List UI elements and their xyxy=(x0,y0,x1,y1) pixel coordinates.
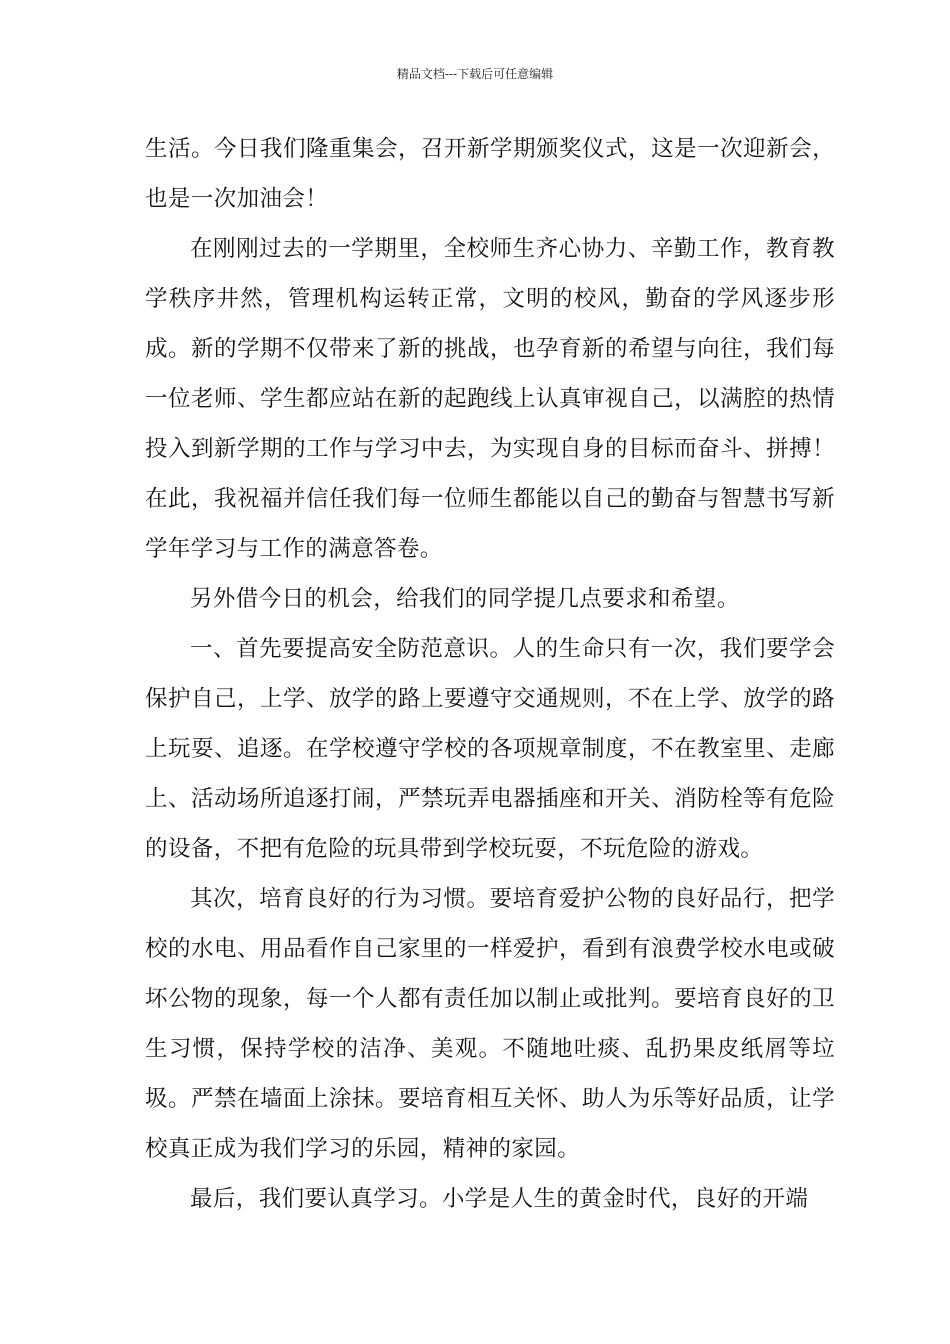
document-body xyxy=(145,124,835,1224)
paragraph-2: 在刚刚过去的一学期里，全校师生齐心协力、辛勤工作，教育教学秩序井然，管理机构运转正常，文明的校风，勤奋的学风逐步形成。新的学期不仅带来了新的挑战，也孕育新的希望与向往，我们每一位老师、学生都应站在新的起跑线上认真审视自己，以满腔的热情投入到新学期的工作与学习中去，为实现自身的目标而奋斗、拼搏！在此，我祝福并信任我们每一位师生都能以自己的勤奋与智慧书写新学年学习与工作的满意答卷。 xyxy=(145,236,835,562)
paragraph-3: 另外借今日的机会，给我们的同学提几点要求和希望。 xyxy=(190,586,740,612)
paragraph-4: 一、首先要提高安全防范意识。人的生命只有一次，我们要学会保护自己，上学、放学的路上要遵守交通规则，不在上学、放学的路上玩耍、追逐。在学校遵守学校的各项规章制度，不在教室里、走廊上、活动场所追逐打闹，严禁玩弄电器插座和开关、消防栓等有危险的设备，不把有危险的玩具带到学校玩耍，不玩危险的游戏。 xyxy=(145,636,835,862)
page-header: 精品文档---下载后可任意编辑 xyxy=(396,67,554,81)
paragraph-1: 生活。今日我们隆重集会，召开新学期颁奖仪式，这是一次迎新会，也是一次加油会！ xyxy=(145,136,835,212)
paragraph-5: 其次，培育良好的行为习惯。要培育爱护公物的良好品行，把学校的水电、用品看作自己家里的一样爱护，看到有浪费学校水电或破坏公物的现象，每一个人都有责任加以制止或批判。要培育良好的卫生习惯，保持学校的洁净、美观。不随地吐痰、乱扔果皮纸屑等垃圾。严禁在墙面上涂抹。要培育相互关怀、助人为乐等好品质，让学校真正成为我们学习的乐园，精神的家园。 xyxy=(145,886,835,1162)
paragraph-6: 最后，我们要认真学习。小学是人生的黄金时代，良好的开端 xyxy=(190,1186,809,1212)
